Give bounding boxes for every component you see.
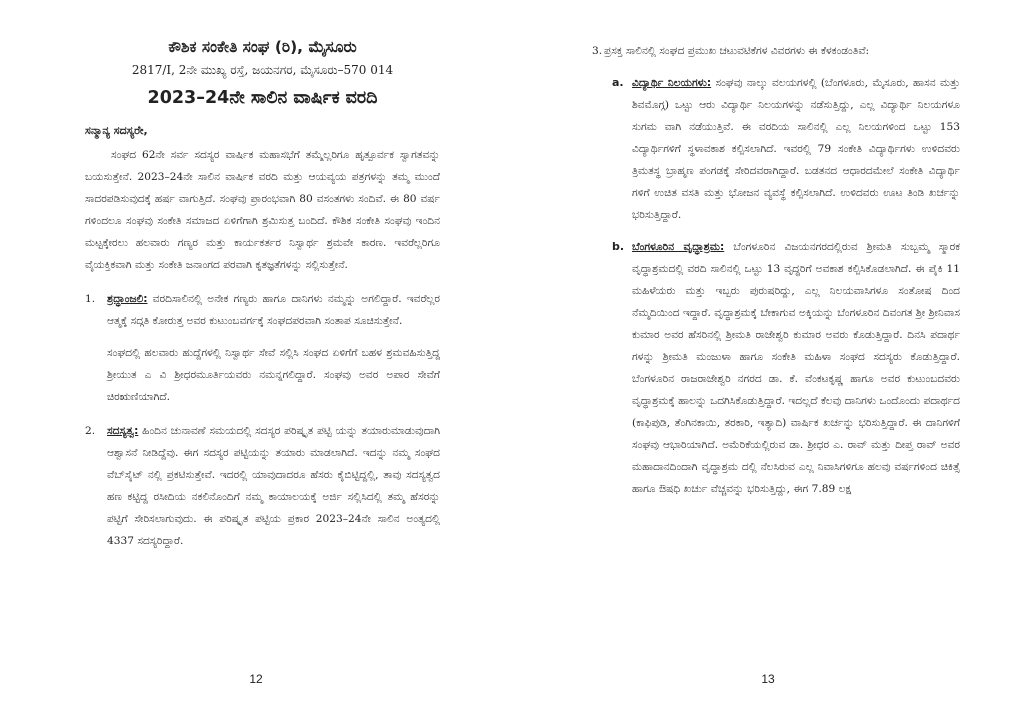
- report-title: 2023–24ನೇ ಸಾಲಿನ ವಾರ್ಷಿಕ ವರದಿ: [147, 88, 378, 108]
- section-number: 1.: [85, 293, 96, 305]
- hostels-heading: ವಿದ್ಯಾರ್ಥಿ ನಿಲಯಗಳು:: [632, 77, 712, 89]
- membership-text: ಹಿಂದಿನ ಚುನಾವಣೆ ಸಮಯದಲ್ಲಿ ಸದಸ್ಯರ ಪರಿಷ್ಕೃತ ಪಟ್ಟಿ ಯನ್ನು ತಯಾರುಮಾಡುವುದಾಗಿ ಆಶ್ವಾಸನೆ ನೀಡಿದ್ದೆವು. ಈಗ ಸದಸ್ಯರ ಪಟ್ಟಿಯನ್ನು ತಯಾರು ಮಾಡಲಾಗಿದೆ. ಇದನ್ನು ನಮ್ಮ ಸಂಘದ ವೆಬ್‌ಸೈಟ್ ನಲ್ಲಿ ಪ್ರಕಟಿಸುತ್ತೇವೆ. ಇದರಲ್ಲಿ ಯಾವುದಾದರೂ ಹೆಸರು ಕೈಬಿಟ್ಟಿದ್ದಲ್ಲಿ, ತಾವು ಸದಸ್ಯತ್ವದ ಹಣ ಕಟ್ಟಿದ್ದ ರಸೀದಿಯ ನಕಲಿನೊಂದಿಗೆ ನಮ್ಮ ಕಾಯಾಲಯಕ್ಕೆ ಅರ್ಜಿ ಸಲ್ಲಿಸಿದಲ್ಲಿ ತಮ್ಮ ಹೆಸರನ್ನು ಪಟ್ಟಿಗೆ ಸೇರಿಸಲಾಗುವುದು. ಈ ಪರಿಷ್ಕೃತ ಪಟ್ಟಿಯ ಪ್ರಕಾರ 2023–24ನೇ ಸಾಲಿನ ಅಂತ್ಯದಲ್ಲಿ 4337 ಸದಸ್ಯರಿದ್ದಾರೆ.: [107, 425, 440, 547]
- hostels-paragraph: [632, 72, 960, 226]
- tribute-text: ವರದಿಸಾಲಿನಲ್ಲಿ ಅನೇಕ ಗಣ್ಯರು ಹಾಗೂ ದಾನಿಗಳು ನಮ್ಮನ್ನು ಅಗಲಿದ್ದಾರೆ. ಇವರೆಲ್ಲರ ಆತ್ಮಕ್ಕೆ ಸದ್ಗತಿ ಕೋರುತ್ತ ಅವರ ಕುಟುಂಬವರ್ಗಕ್ಕೆ ಸಂಘದಪರವಾಗಿ ಸಂತಾಪ ಸೂಚಿಸುತ್ತೇನೆ.: [107, 293, 440, 327]
- salutation: ಸನ್ಮಾನ್ಯ ಸದಸ್ಯರೇ,: [85, 124, 148, 137]
- membership-paragraph: [107, 420, 440, 552]
- subsection-hostels: [592, 72, 960, 226]
- page-number-right: 13: [761, 672, 775, 686]
- section-body: [107, 420, 440, 552]
- old-age-home-heading: ಬೆಂಗಳೂರಿನ ವೃದ್ಧಾಶ್ರಮ:: [632, 241, 725, 253]
- left-page-content: [85, 38, 440, 552]
- subsection-body: [632, 236, 960, 500]
- organization-address: 2817/I, 2ನೇ ಮುಖ್ಯ ರಸ್ತೆ, ಜಯನಗರ, ಮೈಸೂರು–570 014: [131, 63, 394, 77]
- membership-heading: ಸದಸ್ಯತ್ವ:: [107, 425, 139, 437]
- old-age-home-paragraph: [632, 236, 960, 500]
- section-activities: [592, 40, 960, 62]
- section-body: [107, 288, 440, 408]
- right-page: [512, 0, 1024, 724]
- right-page-content: [592, 40, 960, 500]
- tribute-paragraph: [107, 288, 440, 332]
- activities-intro: ಪ್ರಸಕ್ತ ಸಾಲಿನಲ್ಲಿ ಸಂಘದ ಪ್ರಮುಖ ಚಟುವಟಿಕೆಗಳ ವಿವರಗಳು ಈ ಕೆಳಕಂಡಂತಿವೆ:: [604, 45, 870, 57]
- subsection-letter: b.: [612, 240, 625, 253]
- tribute-paragraph-2: ಸಂಘದಲ್ಲಿ ಹಲವಾರು ಹುದ್ದೆಗಳಲ್ಲಿ ನಿಸ್ವಾರ್ಥ ಸೇವೆ ಸಲ್ಲಿಸಿ ಸಂಘದ ಏಳಿಗೆಗೆ ಬಹಳ ಶ್ರಮವಹಿಸುತ್ತಿದ್ದ ಶ್ರೀಯುತ ಎ ವಿ ಶ್ರೀಧರಮೂರ್ತಿಯವರು ನಮನ್ನಗಲಿದ್ದಾರೆ. ಸಂಘವು ಅವರ ಅಪಾರ ಸೇವೆಗೆ ಚಿರಋಣಿಯಾಗಿದೆ.: [107, 347, 440, 403]
- section-number: 3.: [592, 45, 603, 57]
- section-membership: [85, 420, 440, 552]
- subsection-letter: a.: [612, 76, 624, 89]
- organization-name: ಕೌಶಿಕ ಸಂಕೇತಿ ಸಂಘ (ರಿ), ಮೈಸೂರು: [168, 38, 357, 56]
- page-number-left: 12: [249, 672, 263, 686]
- section-body: [604, 40, 960, 62]
- section-number: 2.: [85, 425, 96, 437]
- section-tribute: [85, 288, 440, 408]
- subsection-old-age-home: [592, 236, 960, 500]
- subsection-body: [632, 72, 960, 226]
- old-age-home-text: ಬೆಂಗಳೂರಿನ ವಿಜಯನಗರದಲ್ಲಿರುವ ಶ್ರೀಮತಿ ಸುಬ್ಬಮ್ಮ ಸ್ಮಾರಕ ವೃದ್ಧಾಶ್ರಮದಲ್ಲಿ ವರದಿ ಸಾಲಿನಲ್ಲಿ ಒಟ್ಟು 13 ವೃದ್ಧರಿಗೆ ಅವಕಾಶ ಕಲ್ಪಿಸಿಕೊಡಲಾಗಿದೆ. ಈ ಪೈಕಿ 11 ಮಹಿಳೆಯರು ಮತ್ತು ಇಬ್ಬರು ಪುರುಷರಿದ್ದು, ಎಲ್ಲ ನಿಲಯವಾಸಿಗಳೂ ಸಂತೋಷ ದಿಂದ ನೆಮ್ಮದಿಯಿಂದ ಇದ್ದಾರೆ. ವೃದ್ಧಾಶ್ರಮಕ್ಕೆ ಬೇಕಾಗುವ ಅಕ್ಕಿಯನ್ನು ಬೆಂಗಳೂರಿನ ದಿವಂಗತ ಶ್ರೀ ಶ್ರೀನಿವಾಸ ಕುಮಾರ ಅವರ ಹೆಸರಿನಲ್ಲಿ ಶ್ರೀಮತಿ ರಾಜೇಶ್ವರಿ ಕುಮಾರ ಅವರು ಕೊಡುತ್ತಿದ್ದಾರೆ. ದಿನಸಿ ಪದಾರ್ಥ ಗಳನ್ನು ಶ್ರೀಮತಿ ಮಂಜುಳಾ ಹಾಗೂ ಸಂಕೇತಿ ಮಹಿಳಾ ಸಂಘದ ಸದಸ್ಯರು ಕೊಡುತ್ತಿದ್ದಾರೆ. ಬೆಂಗಳೂರಿನ ರಾಜರಾಜೇಶ್ವರಿ ನಗರದ ಡಾ. ಕೆ. ವೆಂಕಟಕೃಷ್ಣ ಹಾಗೂ ಅವರ ಕುಟುಂಬದವರು ವೃದ್ಧಾಶ್ರಮಕ್ಕೆ ಹಾಲನ್ನು ಒದಗಿಸಿಕೊಡುತ್ತಿದ್ದಾರೆ. ಇದಲ್ಲದೆ ಕೆಲವು ದಾನಿಗಳು ಒಂದೊಂದು ಪದಾರ್ಥದ (ಕಾಫಿಪುಡಿ, ತೆಂಗಿನಕಾಯಿ, ತರಕಾರಿ, ಇತ್ಯಾದಿ) ವಾರ್ಷಿಕ ಖರ್ಚನ್ನು ಭರಿಸುತ್ತಿದ್ದಾರೆ. ಈ ದಾನಿಗಳಿಗೆ ಸಂಘವು ಆಭಾರಿಯಾಗಿದೆ. ಅಮೆರಿಕೆಯಲ್ಲಿರುವ ಡಾ. ಶ್ರೀಧರ ಎ. ರಾವ್ ಮತ್ತು ದೀಪ್ತ ರಾವ್ ಅವರ ಮಹಾದಾನದಿಂದಾಗಿ ವೃದ್ಧಾಶ್ರಮ ದಲ್ಲಿ ನೆಲಸಿರುವ ಎಲ್ಲ ನಿವಾಸಿಗಳಿಗೂ ಹಲವು ವರ್ಷಗಳಿಂದ ಚಿಕಿತ್ಸೆ ಹಾಗೂ ಔಷಧಿ ಖರ್ಚು ವೆಚ್ಚವನ್ನು ಭರಿಸುತ್ತಿದ್ದು, ಈಗ 7.89 ಲಕ್ಷ: [632, 241, 960, 495]
- hostels-text: ಸಂಘವು ನಾಲ್ಕು ವಲಯಗಳಲ್ಲಿ (ಬೆಂಗಳೂರು, ಮೈಸೂರು, ಹಾಸನ ಮತ್ತು ಶಿವಮೊಗ್ಗ) ಒಟ್ಟು ಆರು ವಿದ್ಯಾರ್ಥಿ ನಿಲಯಗಳನ್ನು ನಡೆಸುತ್ತಿದ್ದು, ಎಲ್ಲ ವಿದ್ಯಾರ್ಥಿ ನಿಲಯಗಳೂ ಸುಗಮ ವಾಗಿ ನಡೆಯುತ್ತಿವೆ. ಈ ವರದಿಯ ಸಾಲಿನಲ್ಲಿ ಎಲ್ಲ ನಿಲಯಗಳಿಂದ ಒಟ್ಟು 153 ವಿದ್ಯಾರ್ಥಿಗಳಿಗೆ ಸ್ಥಳಾವಕಾಶ ಕಲ್ಪಿಸಲಾಗಿದೆ. ಇವರಲ್ಲಿ 79 ಸಂಕೇತಿ ವಿದ್ಯಾರ್ಥಿಗಳು ಉಳಿದವರು ತ್ರಿಮತಸ್ಥ ಬ್ರಾಹ್ಮಣ ಪಂಗಡಕ್ಕೆ ಸೇರಿದವರಾಗಿದ್ದಾರೆ. ಬಡತನದ ಆಧಾರದಮೇಲೆ ಸಂಕೇತಿ ವಿದ್ಯಾರ್ಥಿ ಗಳಿಗೆ ಉಚಿತ ವಸತಿ ಮತ್ತು ಭೋಜನ ವ್ಯವಸ್ಥೆ ಕಲ್ಪಿಸಲಾಗಿದೆ. ಉಳಿದವರು ಊಟ ತಿಂಡಿ ಖರ್ಚನ್ನು ಭರಿಸುತ್ತಿದ್ದಾರೆ.: [632, 77, 960, 221]
- intro-paragraph: ಸಂಘದ 62ನೇ ಸರ್ವ ಸದಸ್ಯರ ವಾರ್ಷಿಕ ಮಹಾಸಭೆಗೆ ತಮ್ಮೆಲ್ಲರಿಗೂ ಹೃತ್ಪೂರ್ವಕ ಸ್ವಾಗತವನ್ನು ಬಯಸುತ್ತೇನೆ. 2023–24ನೇ ಸಾಲಿನ ವಾರ್ಷಿಕ ವರದಿ ಮತ್ತು ಆಯವ್ಯಯ ಪತ್ರಗಳನ್ನು ತಮ್ಮ ಮುಂದೆ ಸಾದರಪಡಿಸುವುದಕ್ಕೆ ಹರ್ಷ ವಾಗುತ್ತಿದೆ. ಸಂಘವು ಪ್ರಾರಂಭವಾಗಿ 80 ವಸಂತಗಳು ಸಂದಿವೆ. ಈ 80 ವರ್ಷ ಗಳಿಂದಲೂ ಸಂಘವು ಸಂಕೇತಿ ಸಮಾಜದ ಏಳಿಗೆಗಾಗಿ ಶ್ರಮಿಸುತ್ತ ಬಂದಿದೆ. ಕೌಶಿಕ ಸಂಕೇತಿ ಸಂಘವು ಇಂದಿನ ಮಟ್ಟಕ್ಕೇರಲು ಹಲವಾರು ಗಣ್ಯರ ಮತ್ತು ಕಾರ್ಯಕರ್ತರ ನಿಸ್ವಾರ್ಥ ಶ್ರಮವೇ ಕಾರಣ. ಇವರೆಲ್ಲರಿಗೂ ವೈಯಕ್ತಿಕವಾಗಿ ಮತ್ತು ಸಂಕೇತಿ ಜನಾಂಗದ ಪರವಾಗಿ ಕೃತಜ್ಞತೆಗಳನ್ನು ಸಲ್ಲಿಸುತ್ತೇನೆ.: [85, 149, 440, 271]
- tribute-heading: ಶ್ರದ್ಧಾಂಜಲಿ:: [107, 293, 148, 305]
